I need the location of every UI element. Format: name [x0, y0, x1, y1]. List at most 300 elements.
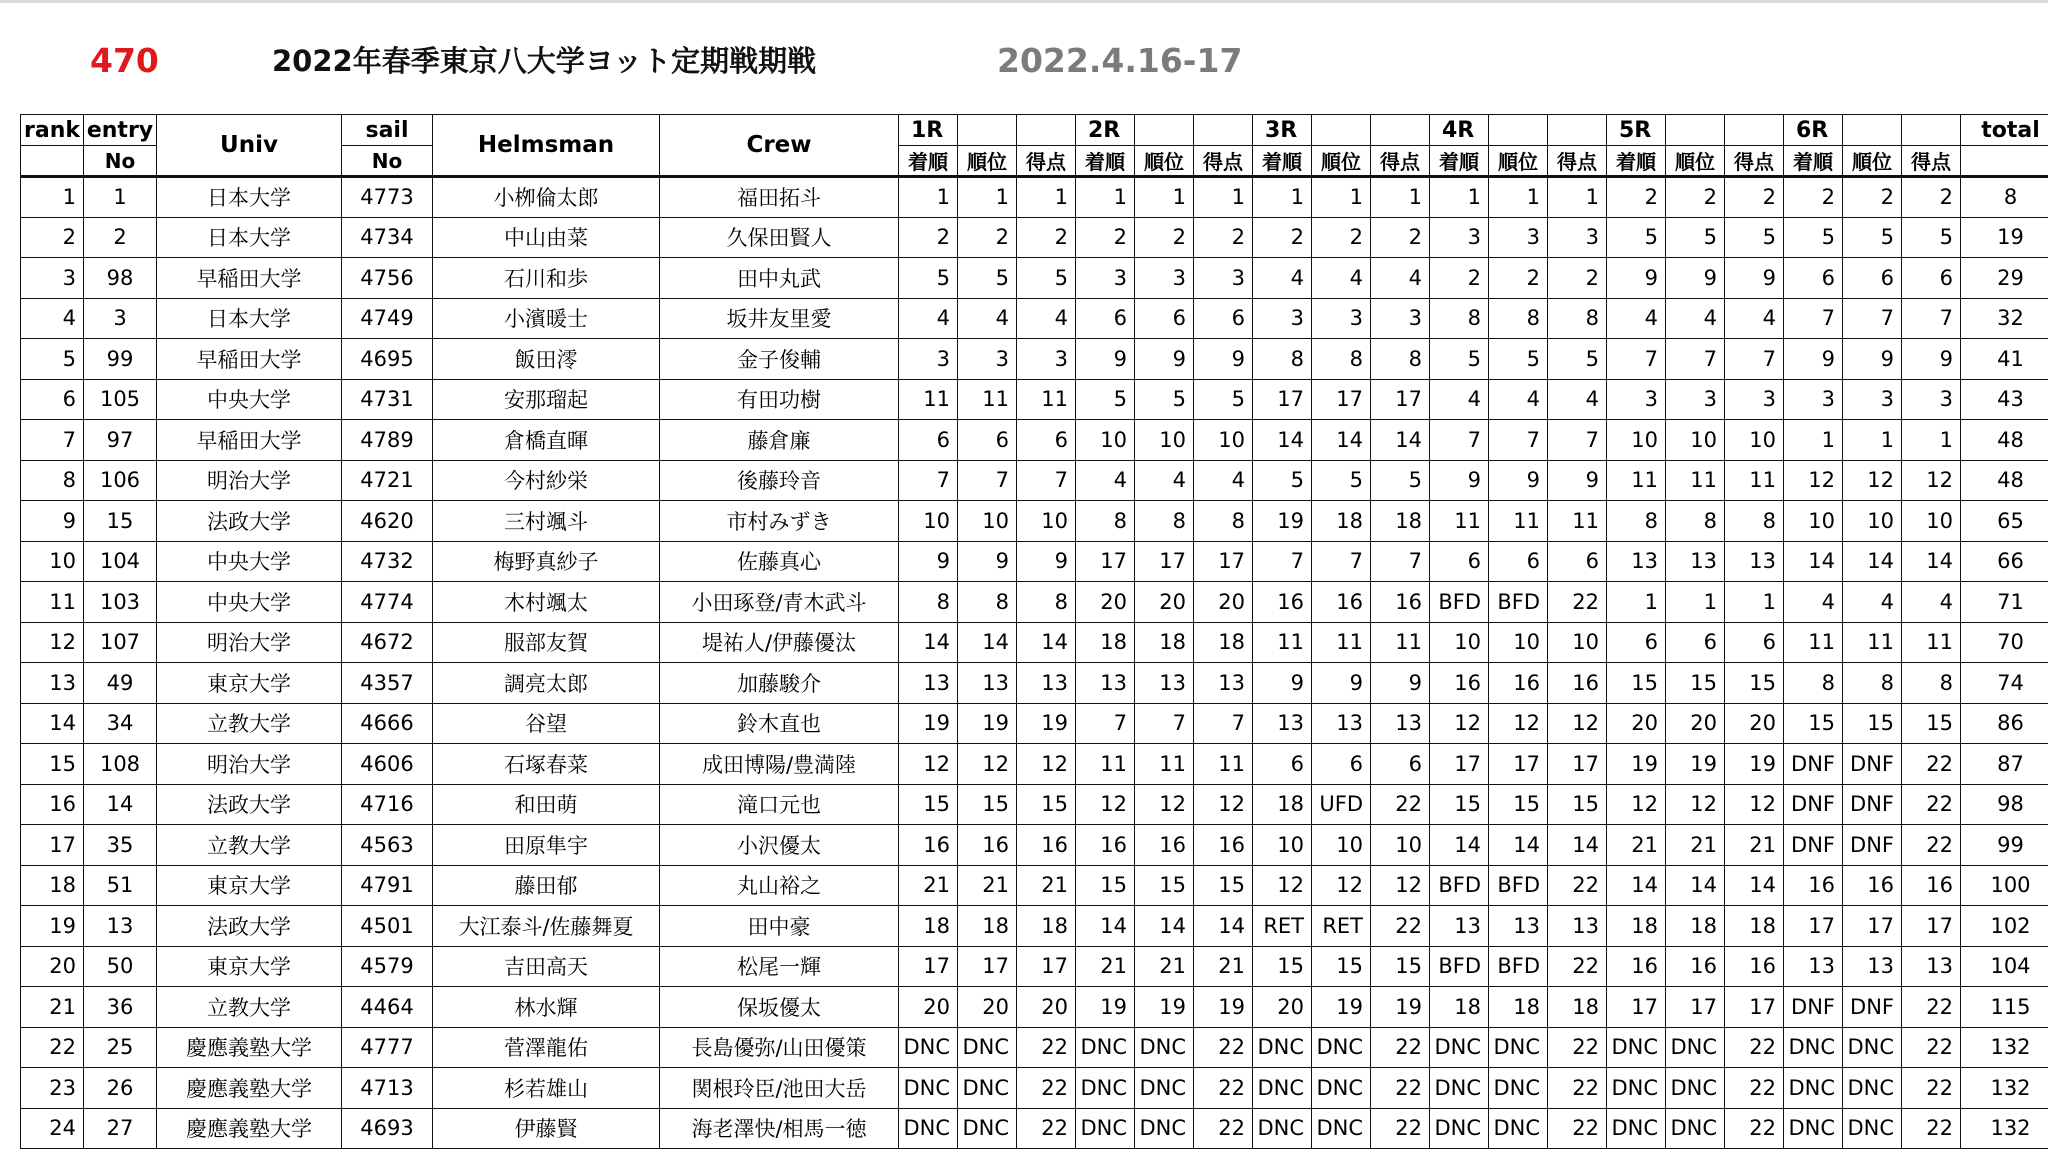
race-value-cell: 6	[1666, 622, 1725, 663]
helmsman-cell: 調亮太郎	[433, 663, 660, 704]
race-value-cell: 12	[1017, 744, 1076, 785]
race-value-cell: 14	[1194, 906, 1253, 947]
sail-no-cell: 4774	[342, 582, 433, 623]
race-value-cell: 22	[1902, 825, 1961, 866]
race-value-cell: 1	[1194, 177, 1253, 218]
race-value-cell: 20	[1253, 987, 1312, 1028]
entry-no-cell: 99	[84, 339, 157, 380]
race-value-cell: 2	[1902, 177, 1961, 218]
race-value-cell: DNC	[1253, 1068, 1312, 1109]
race-value-cell: 2	[1725, 177, 1784, 218]
col-sail-no: No	[342, 146, 433, 177]
race-value-cell: 11	[1666, 460, 1725, 501]
rank-cell: 16	[21, 784, 84, 825]
race-value-cell: 5	[1843, 217, 1902, 258]
total-cell: 98	[1961, 784, 2048, 825]
race-value-cell: 22	[1371, 1068, 1430, 1109]
total-cell: 19	[1961, 217, 2048, 258]
race-value-cell: 12	[1194, 784, 1253, 825]
crew-cell: 成田博陽/豊満陸	[660, 744, 899, 785]
race-subheader-2-3: 得点	[1194, 146, 1253, 177]
entry-no-cell: 105	[84, 379, 157, 420]
entry-no-cell: 97	[84, 420, 157, 461]
entry-no-cell: 14	[84, 784, 157, 825]
sail-no-cell: 4731	[342, 379, 433, 420]
race-value-cell: 11	[1902, 622, 1961, 663]
race-value-cell: 16	[1371, 582, 1430, 623]
race-value-cell: 9	[1312, 663, 1371, 704]
race-value-cell: 15	[1489, 784, 1548, 825]
univ-cell: 立教大学	[157, 825, 342, 866]
table-row	[21, 177, 2048, 218]
univ-cell: 立教大学	[157, 703, 342, 744]
race-value-cell: 17	[1135, 541, 1194, 582]
race-value-cell: 4	[1312, 258, 1371, 299]
race-value-cell: 1	[1784, 420, 1843, 461]
total-cell: 132	[1961, 1027, 2048, 1068]
race-value-cell: 20	[1666, 703, 1725, 744]
univ-cell: 東京大学	[157, 865, 342, 906]
race-value-cell: 7	[1489, 420, 1548, 461]
race-value-cell: 10	[1076, 420, 1135, 461]
race-value-cell: 1	[1135, 177, 1194, 218]
race-header-blank	[1725, 115, 1784, 146]
race-value-cell: DNF	[1843, 744, 1902, 785]
race-header-blank	[1371, 115, 1430, 146]
race-value-cell: DNC	[1607, 1068, 1666, 1109]
race-value-cell: 3	[1725, 379, 1784, 420]
race-value-cell: 5	[1430, 339, 1489, 380]
crew-cell: 保坂優太	[660, 987, 899, 1028]
total-cell: 100	[1961, 865, 2048, 906]
race-value-cell: 20	[1076, 582, 1135, 623]
race-value-cell: 2	[1489, 258, 1548, 299]
rank-cell: 14	[21, 703, 84, 744]
race-value-cell: 9	[1371, 663, 1430, 704]
univ-cell: 法政大学	[157, 784, 342, 825]
race-value-cell: 1	[1312, 177, 1371, 218]
race-value-cell: 14	[1902, 541, 1961, 582]
total-cell: 48	[1961, 420, 2048, 461]
race-value-cell: 15	[1194, 865, 1253, 906]
race-value-cell: 10	[1194, 420, 1253, 461]
race-value-cell: 13	[1666, 541, 1725, 582]
race-value-cell: 2	[1784, 177, 1843, 218]
race-value-cell: 16	[1489, 663, 1548, 704]
helmsman-cell: 田原隼宇	[433, 825, 660, 866]
race-header-blank	[1666, 115, 1725, 146]
col-crew: Crew	[660, 115, 899, 177]
race-value-cell: 17	[1784, 906, 1843, 947]
race-value-cell: 6	[1607, 622, 1666, 663]
race-value-cell: 1	[1076, 177, 1135, 218]
rank-cell: 1	[21, 177, 84, 218]
race-value-cell: 3	[1135, 258, 1194, 299]
race-value-cell: 17	[1489, 744, 1548, 785]
race-value-cell: DNC	[1076, 1027, 1135, 1068]
race-value-cell: DNC	[1312, 1108, 1371, 1149]
race-value-cell: 18	[1548, 987, 1607, 1028]
race-value-cell: 5	[1548, 339, 1607, 380]
rank-cell: 11	[21, 582, 84, 623]
race-value-cell: 19	[1607, 744, 1666, 785]
race-value-cell: 12	[1253, 865, 1312, 906]
col-sail: sail	[342, 115, 433, 146]
rank-cell: 3	[21, 258, 84, 299]
univ-cell: 日本大学	[157, 217, 342, 258]
race-value-cell: DNC	[958, 1027, 1017, 1068]
race-header-2: 2R	[1076, 115, 1135, 146]
race-value-cell: DNF	[1784, 744, 1843, 785]
race-value-cell: 16	[1017, 825, 1076, 866]
helmsman-cell: 伊藤賢	[433, 1108, 660, 1149]
race-value-cell: 8	[1607, 501, 1666, 542]
race-value-cell: 8	[1843, 663, 1902, 704]
race-value-cell: 13	[1902, 946, 1961, 987]
race-value-cell: 14	[958, 622, 1017, 663]
race-value-cell: 5	[1725, 217, 1784, 258]
race-value-cell: 6	[1548, 541, 1607, 582]
race-value-cell: 10	[1430, 622, 1489, 663]
race-value-cell: 12	[1607, 784, 1666, 825]
helmsman-cell: 小栁倫太郎	[433, 177, 660, 218]
crew-cell: 藤倉廉	[660, 420, 899, 461]
race-header-4: 4R	[1430, 115, 1489, 146]
race-value-cell: 1	[899, 177, 958, 218]
race-value-cell: 11	[1725, 460, 1784, 501]
race-header-blank	[1548, 115, 1607, 146]
sail-no-cell: 4716	[342, 784, 433, 825]
crew-cell: 福田拓斗	[660, 177, 899, 218]
sail-no-cell: 4357	[342, 663, 433, 704]
race-value-cell: 15	[958, 784, 1017, 825]
race-value-cell: 9	[1725, 258, 1784, 299]
univ-cell: 中央大学	[157, 541, 342, 582]
race-value-cell: 17	[1017, 946, 1076, 987]
race-value-cell: 8	[899, 582, 958, 623]
race-value-cell: 14	[1548, 825, 1607, 866]
race-value-cell: 12	[1548, 703, 1607, 744]
race-value-cell: 7	[1076, 703, 1135, 744]
race-header-blank	[1194, 115, 1253, 146]
sail-no-cell: 4732	[342, 541, 433, 582]
race-value-cell: 16	[899, 825, 958, 866]
race-value-cell: 5	[1489, 339, 1548, 380]
col-univ: Univ	[157, 115, 342, 177]
race-value-cell: 22	[1902, 784, 1961, 825]
table-row	[21, 906, 2048, 947]
total-cell: 132	[1961, 1108, 2048, 1149]
race-value-cell: 2	[1666, 177, 1725, 218]
race-value-cell: DNC	[1253, 1108, 1312, 1149]
race-value-cell: 16	[1666, 946, 1725, 987]
race-value-cell: 18	[1666, 906, 1725, 947]
race-value-cell: DNC	[1312, 1068, 1371, 1109]
race-value-cell: 3	[1253, 298, 1312, 339]
race-value-cell: BFD	[1489, 582, 1548, 623]
race-value-cell: DNF	[1784, 825, 1843, 866]
race-value-cell: 4	[1017, 298, 1076, 339]
table-row	[21, 1068, 2048, 1109]
total-cell: 74	[1961, 663, 2048, 704]
race-value-cell: 5	[899, 258, 958, 299]
sail-no-cell: 4693	[342, 1108, 433, 1149]
race-value-cell: 3	[1489, 217, 1548, 258]
race-value-cell: 12	[958, 744, 1017, 785]
race-value-cell: 11	[1194, 744, 1253, 785]
race-value-cell: 16	[958, 825, 1017, 866]
race-value-cell: 22	[1017, 1027, 1076, 1068]
race-value-cell: DNF	[1784, 784, 1843, 825]
total-cell: 102	[1961, 906, 2048, 947]
crew-cell: 後藤玲音	[660, 460, 899, 501]
crew-cell: 海老澤快/相馬一徳	[660, 1108, 899, 1149]
race-value-cell: 10	[1725, 420, 1784, 461]
race-value-cell: 7	[1312, 541, 1371, 582]
race-value-cell: 6	[1430, 541, 1489, 582]
helmsman-cell: 吉田高天	[433, 946, 660, 987]
table-row	[21, 339, 2048, 380]
rank-cell: 4	[21, 298, 84, 339]
total-cell: 99	[1961, 825, 2048, 866]
race-value-cell: 15	[1843, 703, 1902, 744]
race-value-cell: 14	[899, 622, 958, 663]
race-subheader-6-3: 得点	[1902, 146, 1961, 177]
table-row	[21, 744, 2048, 785]
univ-cell: 早稲田大学	[157, 258, 342, 299]
race-value-cell: 15	[1607, 663, 1666, 704]
helmsman-cell: 服部友賀	[433, 622, 660, 663]
helmsman-cell: 林水輝	[433, 987, 660, 1028]
race-value-cell: 14	[1607, 865, 1666, 906]
race-value-cell: DNF	[1843, 987, 1902, 1028]
total-cell: 29	[1961, 258, 2048, 299]
table-row	[21, 379, 2048, 420]
race-value-cell: 11	[1607, 460, 1666, 501]
race-value-cell: 15	[1902, 703, 1961, 744]
race-value-cell: 10	[1253, 825, 1312, 866]
sail-no-cell: 4791	[342, 865, 433, 906]
entry-no-cell: 3	[84, 298, 157, 339]
race-value-cell: DNC	[1253, 1027, 1312, 1068]
race-value-cell: 18	[899, 906, 958, 947]
page-title: 2022年春季東京八大学ヨット定期戦期戦	[272, 44, 817, 78]
helmsman-cell: 木村颯太	[433, 582, 660, 623]
race-value-cell: 6	[1784, 258, 1843, 299]
race-value-cell: 5	[958, 258, 1017, 299]
race-subheader-3-3: 得点	[1371, 146, 1430, 177]
rank-cell: 2	[21, 217, 84, 258]
entry-no-cell: 51	[84, 865, 157, 906]
race-value-cell: 9	[1076, 339, 1135, 380]
race-value-cell: 9	[1194, 339, 1253, 380]
helmsman-cell: 大江泰斗/佐藤舞夏	[433, 906, 660, 947]
race-value-cell: 18	[958, 906, 1017, 947]
race-subheader-1-2: 順位	[958, 146, 1017, 177]
race-value-cell: 16	[1784, 865, 1843, 906]
table-row	[21, 501, 2048, 542]
entry-no-cell: 103	[84, 582, 157, 623]
race-value-cell: 19	[1076, 987, 1135, 1028]
race-value-cell: DNC	[1430, 1108, 1489, 1149]
race-value-cell: 7	[1017, 460, 1076, 501]
race-value-cell: 1	[1253, 177, 1312, 218]
crew-cell: 久保田賢人	[660, 217, 899, 258]
entry-no-cell: 106	[84, 460, 157, 501]
race-value-cell: 2	[1371, 217, 1430, 258]
race-value-cell: 3	[1902, 379, 1961, 420]
helmsman-cell: 藤田郁	[433, 865, 660, 906]
race-value-cell: 11	[1784, 622, 1843, 663]
race-value-cell: 6	[1135, 298, 1194, 339]
race-value-cell: 2	[1076, 217, 1135, 258]
sail-no-cell: 4695	[342, 339, 433, 380]
total-cell: 8	[1961, 177, 2048, 218]
race-value-cell: 13	[1253, 703, 1312, 744]
race-value-cell: 4	[1607, 298, 1666, 339]
rank-cell: 10	[21, 541, 84, 582]
race-value-cell: 16	[1135, 825, 1194, 866]
race-value-cell: UFD	[1312, 784, 1371, 825]
col-helmsman: Helmsman	[433, 115, 660, 177]
race-value-cell: 9	[1135, 339, 1194, 380]
race-value-cell: 9	[1666, 258, 1725, 299]
helmsman-cell: 飯田澪	[433, 339, 660, 380]
race-value-cell: 12	[1666, 784, 1725, 825]
race-value-cell: DNC	[1489, 1027, 1548, 1068]
race-value-cell: 5	[1784, 217, 1843, 258]
race-value-cell: 12	[1135, 784, 1194, 825]
race-value-cell: 5	[1135, 379, 1194, 420]
univ-cell: 法政大学	[157, 501, 342, 542]
race-value-cell: 16	[1312, 582, 1371, 623]
race-value-cell: 1	[1843, 420, 1902, 461]
race-value-cell: 7	[1902, 298, 1961, 339]
race-value-cell: 8	[1725, 501, 1784, 542]
race-value-cell: 11	[1548, 501, 1607, 542]
race-value-cell: 10	[1312, 825, 1371, 866]
entry-no-cell: 25	[84, 1027, 157, 1068]
table-row	[21, 987, 2048, 1028]
race-value-cell: 15	[1076, 865, 1135, 906]
race-value-cell: 6	[1371, 744, 1430, 785]
rank-cell: 13	[21, 663, 84, 704]
race-value-cell: 22	[1194, 1068, 1253, 1109]
race-value-cell: 9	[1607, 258, 1666, 299]
race-value-cell: DNC	[1607, 1108, 1666, 1149]
race-value-cell: 12	[1843, 460, 1902, 501]
race-value-cell: DNC	[1666, 1108, 1725, 1149]
race-value-cell: 4	[1253, 258, 1312, 299]
race-value-cell: BFD	[1430, 865, 1489, 906]
race-value-cell: 2	[958, 217, 1017, 258]
race-value-cell: 10	[1548, 622, 1607, 663]
race-value-cell: DNC	[1784, 1108, 1843, 1149]
race-value-cell: 9	[1253, 663, 1312, 704]
race-value-cell: 5	[1194, 379, 1253, 420]
race-value-cell: 17	[899, 946, 958, 987]
race-value-cell: 5	[1017, 258, 1076, 299]
entry-no-cell: 13	[84, 906, 157, 947]
univ-cell: 明治大学	[157, 622, 342, 663]
race-value-cell: 7	[1253, 541, 1312, 582]
race-value-cell: 11	[1135, 744, 1194, 785]
race-value-cell: 2	[1607, 177, 1666, 218]
total-cell: 48	[1961, 460, 2048, 501]
race-value-cell: 15	[1135, 865, 1194, 906]
sail-no-cell: 4713	[342, 1068, 433, 1109]
race-value-cell: 21	[1725, 825, 1784, 866]
race-value-cell: 1	[1430, 177, 1489, 218]
race-value-cell: 4	[1076, 460, 1135, 501]
col-rank-sub	[21, 146, 84, 177]
table-header	[21, 115, 2048, 177]
race-value-cell: 15	[1017, 784, 1076, 825]
race-value-cell: 3	[1784, 379, 1843, 420]
helmsman-cell: 安那瑠起	[433, 379, 660, 420]
race-value-cell: 14	[1666, 865, 1725, 906]
race-value-cell: 22	[1548, 1108, 1607, 1149]
crew-cell: 鈴木直也	[660, 703, 899, 744]
class-name: 470	[90, 41, 159, 80]
race-value-cell: 21	[899, 865, 958, 906]
race-value-cell: 13	[1135, 663, 1194, 704]
race-value-cell: 3	[1430, 217, 1489, 258]
total-cell: 70	[1961, 622, 2048, 663]
race-value-cell: 6	[899, 420, 958, 461]
race-value-cell: 16	[1076, 825, 1135, 866]
table-row	[21, 541, 2048, 582]
race-value-cell: 19	[1194, 987, 1253, 1028]
race-value-cell: 8	[1784, 663, 1843, 704]
race-value-cell: 12	[1371, 865, 1430, 906]
race-value-cell: 21	[1194, 946, 1253, 987]
race-value-cell: 21	[1076, 946, 1135, 987]
race-value-cell: 13	[1607, 541, 1666, 582]
race-value-cell: 3	[899, 339, 958, 380]
table-row	[21, 217, 2048, 258]
total-cell: 66	[1961, 541, 2048, 582]
race-value-cell: DNC	[1135, 1108, 1194, 1149]
race-value-cell: 10	[899, 501, 958, 542]
race-value-cell: 9	[1784, 339, 1843, 380]
race-value-cell: 13	[1430, 906, 1489, 947]
race-value-cell: DNC	[1135, 1027, 1194, 1068]
table-row	[21, 420, 2048, 461]
table-row	[21, 825, 2048, 866]
race-value-cell: 12	[1489, 703, 1548, 744]
race-value-cell: 19	[1371, 987, 1430, 1028]
race-value-cell: 4	[958, 298, 1017, 339]
race-value-cell: 21	[1017, 865, 1076, 906]
race-value-cell: 14	[1784, 541, 1843, 582]
race-value-cell: 1	[1489, 177, 1548, 218]
race-value-cell: 11	[1076, 744, 1135, 785]
total-cell: 104	[1961, 946, 2048, 987]
race-value-cell: 14	[1371, 420, 1430, 461]
race-value-cell: 17	[1725, 987, 1784, 1028]
race-value-cell: 15	[1666, 663, 1725, 704]
race-value-cell: 11	[1489, 501, 1548, 542]
race-value-cell: 4	[1666, 298, 1725, 339]
race-subheader-4-3: 得点	[1548, 146, 1607, 177]
total-cell: 115	[1961, 987, 2048, 1028]
race-value-cell: 13	[1489, 906, 1548, 947]
entry-no-cell: 1	[84, 177, 157, 218]
race-value-cell: DNF	[1784, 987, 1843, 1028]
race-value-cell: 12	[1784, 460, 1843, 501]
rank-cell: 17	[21, 825, 84, 866]
